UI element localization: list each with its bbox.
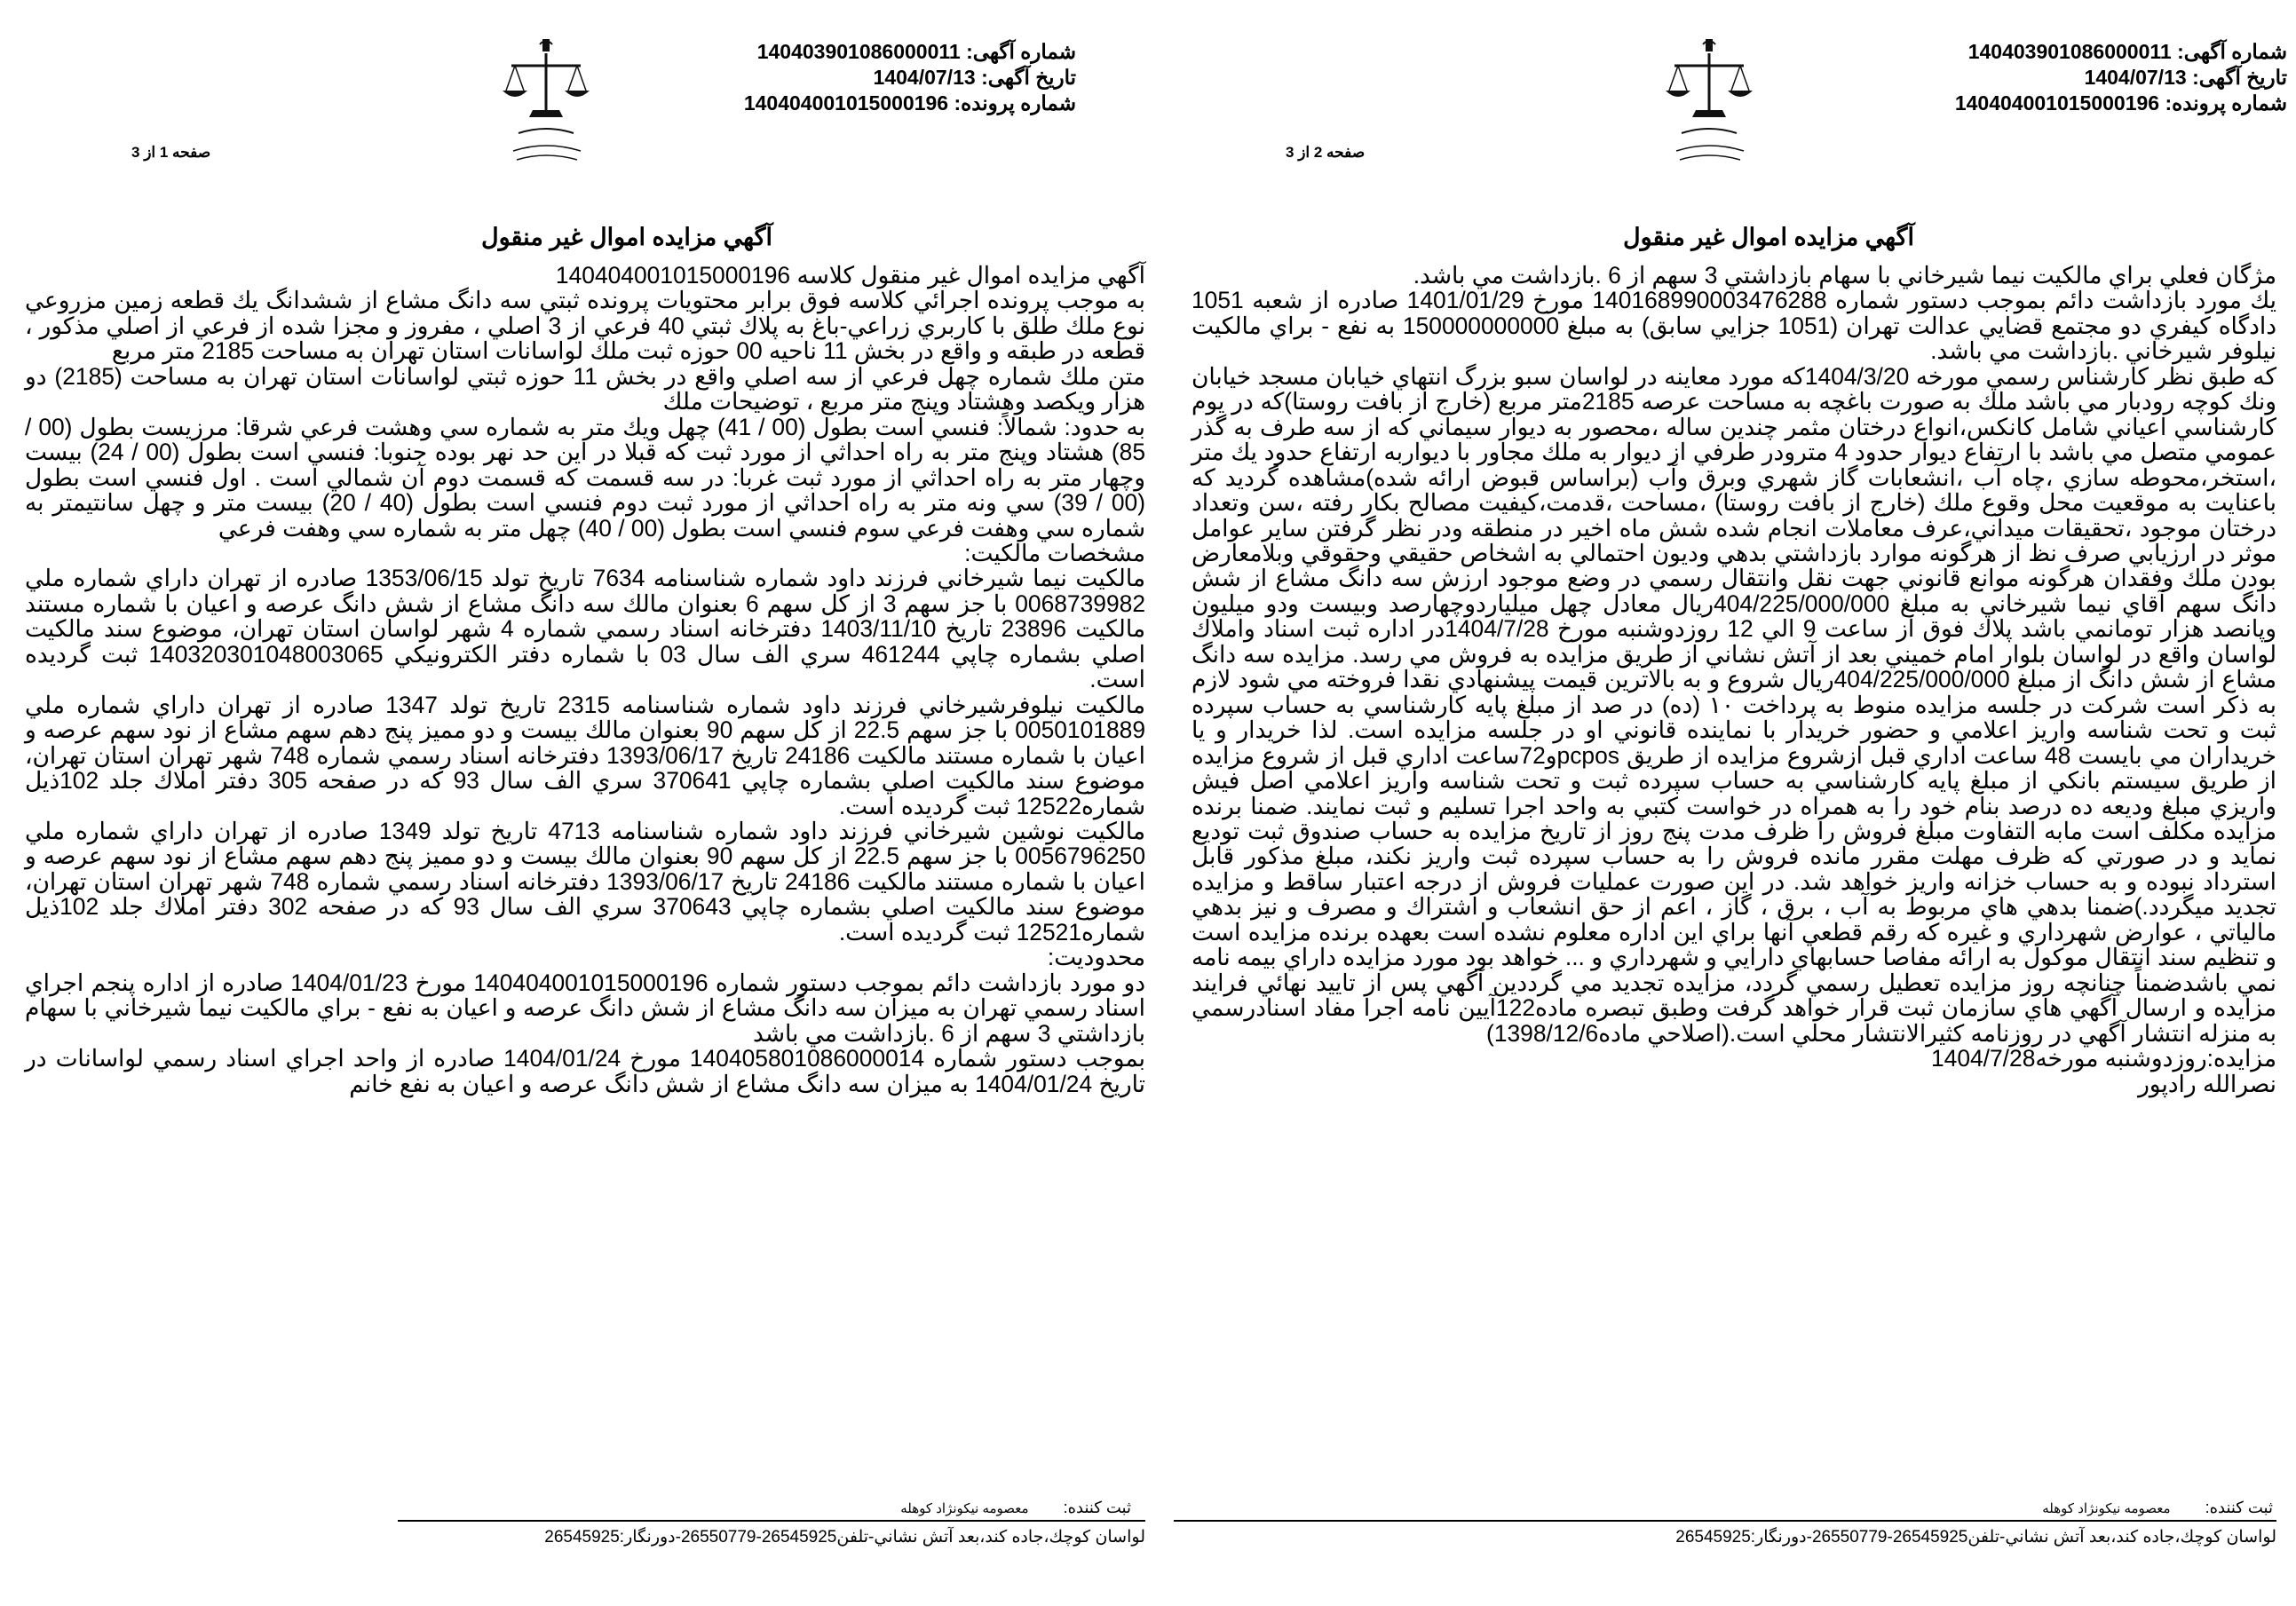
- notice-number: 140403901086000011: [1967, 40, 2172, 63]
- notice-date: 1404/07/13: [873, 66, 976, 89]
- notice-body: [25, 263, 1145, 1096]
- body-paragraph: به موجب پرونده اجرائي كلاسه فوق برابر محتويات پرونده ثبتي سه دانگ مشاع از ششدانگ يك قطعه زمين مزروعي نوع ملك طلق با كاربري زراعي-باغ به پلاك ثبتي 40 فرعي از 3 اصلي ، مفروز و مجزا شده از فرعي از اصلي مذكور ، قطعه در طبقه و واقع در بخش 11 ناحيه 00 حوزه ثبت ملك لواسانات استان تهران به مساحت 2185 متر مربع: [25, 287, 1145, 365]
- notice-number-label: شماره آگهی:: [2177, 40, 2287, 63]
- page-2: [1154, 0, 2296, 1606]
- file-number: 140404001015000196: [1954, 91, 2160, 115]
- notice-number-label: شماره آگهی:: [966, 40, 1076, 63]
- office-address-footer: لواسان كوچك،جاده كند،بعد آتش نشاني-تلفن26545925-26550779-دورنگار:26545925: [1675, 1528, 2276, 1547]
- notice-title: آگهي مزايده اموال غير منقول: [1622, 224, 1914, 250]
- page-number: صفحه 1 از 3: [131, 144, 211, 161]
- divider: [1174, 1520, 2276, 1522]
- notice-meta: [744, 39, 1076, 116]
- registrar-name: معصومه نيكونژاد كوهله: [900, 1501, 1029, 1516]
- registrar-name: معصومه نيكونژاد كوهله: [2042, 1501, 2171, 1516]
- office-address-footer: لواسان كوچك،جاده كند،بعد آتش نشاني-تلفن26545925-26550779-دورنگار:26545925: [544, 1528, 1145, 1547]
- body-paragraph: مالكيت نوشين شيرخاني فرزند داود شماره شناسنامه 4713 تاريخ تولد 1349 صادره از تهران داراي شماره ملي 0056796250 با جز سهم 22.5 از كل سهم 90 بعنوان مالك بيست و دو مميز پنج دهم سهم مشاع از نود سهم عرصه و اعيان با شماره مستند مالكيت 24186 تاريخ 1393/06/17 دفترخانه اسناد رسمي شماره 748 شهر تهران استان تهران، موضوع سند مالكيت اصلي بشماره چاپي 370643 سري الف سال 93 كه در صفحه 302 دفتر املاك جلد 102ذيل شماره12521 ثبت گرديده است.: [25, 817, 1146, 945]
- body-paragraph: به حدود: شمالاً: فنسي است بطول (00 / 41) چهل ويك متر به شماره سي وهشت فرعي شرقا: مرزيست بطول (00 / 85) هشتاد وپنج متر به راه احداثي از مورد ثبت كه قبلا در اين حد نهر بوده جنوبا: فنسي است بطول (00 / 24) بيست وچهار متر به راه احداثي از مورد ثبت غربا: در سه قسمت كه قسمت دوم آن شمالي است . اول فنسي است بطول (00 / 39) سي ونه متر به راه احداثي از مورد ثبت دوم فنسي است بطول (40 / 20) بيست متر و چهل سانتيمتر به شماره سي وهفت فرعي سوم فنسي است بطول (00 / 40) چهل متر به شماره سي وهفت فرعي: [25, 413, 1146, 542]
- notice-date: 1404/07/13: [2084, 66, 2187, 89]
- judiciary-emblem-icon: [497, 36, 595, 169]
- file-number: 140404001015000196: [743, 91, 949, 115]
- section-heading: مشخصات مالكيت:: [964, 539, 1145, 566]
- body-paragraph: مژگان فعلي براي مالكيت نيما شيرخاني با سهام بازداشتي 3 سهم از 6 .بازداشت مي باشد.: [1413, 262, 2276, 289]
- page-number: صفحه 2 از 3: [1286, 144, 1366, 161]
- notice-number: 140403901086000011: [756, 40, 961, 63]
- divider: [398, 1520, 1145, 1522]
- notice-date-label: تاریخ آگهی:: [2192, 66, 2287, 89]
- notice-meta: [1955, 39, 2287, 116]
- registrar: [900, 1499, 1131, 1517]
- notice-title: آگهي مزايده اموال غير منقول: [480, 224, 772, 250]
- body-paragraph: آگهي مزايده اموال غير منقول كلاسه 140404001015000196: [555, 262, 1145, 289]
- body-paragraph: يك مورد بازداشت دائم بموجب دستور شماره 140168990003476288 مورخ 1401/01/29 صادره از شعبه 1051 دادگاه كيفري دو مجتمع قضايي عدالت تهران (1051 جزايي سابق) به مبلغ 150000000000 به نفع - براي مالكيت نيلوفر شيرخاني .بازداشت مي باشد.: [1192, 287, 2277, 365]
- body-paragraph: بموجب دستور شماره 140405801086000014 مورخ 1404/01/24 صادره از واحد اجراي اسناد رسمي لواسانات در تاريخ 1404/01/24 به ميزان سه دانگ مشاع از شش دانگ عرصه و اعيان به نفع خانم: [25, 1045, 1145, 1097]
- judiciary-emblem-icon: [1660, 36, 1758, 169]
- body-paragraph: متن ملك شماره چهل فرعي از سه اصلي واقع در بخش 11 حوزه ثبتي لواسانات استان تهران به مساحت (2185) دو هزار ويكصد وهشتاد وپنج متر مربع ، توضيحات ملك: [25, 362, 1145, 415]
- file-number-label: شماره پرونده:: [2165, 91, 2287, 115]
- notice-body: [1192, 263, 2276, 1096]
- body-paragraph: مالكيت نيلوفرشيرخاني فرزند داود شماره شناسنامه 2315 تاريخ تولد 1347 صادره از تهران داراي شماره ملي 0050101889 با جز سهم 22.5 از كل سهم 90 بعنوان مالك بيست و دو مميز پنج دهم سهم مشاع از نود سهم عرصه و اعيان با شماره مستند مالكيت 24186 تاريخ 1393/06/17 دفترخانه اسناد رسمي شماره 748 شهر تهران استان تهران، موضوع سند مالكيت اصلي بشماره چاپي 370641 سري الف سال 93 كه در صفحه 305 دفتر املاك جلد 102ذيل شماره12522 ثبت گرديده است.: [25, 691, 1146, 819]
- registrar: [2042, 1499, 2273, 1517]
- body-paragraph: دو مورد بازداشت دائم بموجب دستور شماره 140404001015000196 مورخ 1404/01/23 صادره از اداره پنجم اجراي اسناد رسمي تهران به ميزان سه دانگ مشاع از شش دانگ عرصه و اعيان به نفع - براي مالكيت نيما شيرخاني با سهام بازداشتي 3 سهم از 6 .بازداشت مي باشد: [25, 969, 1145, 1047]
- page-header: [0, 0, 1154, 222]
- file-number-label: شماره پرونده:: [954, 91, 1076, 115]
- section-heading: محدوديت:: [1047, 944, 1145, 971]
- body-paragraph: كه طبق نظر كارشناس رسمي مورخه 1404/3/20كه مورد معاينه در لواسان سبو بزرگ انتهاي خيابان مسجد خيابان ونك كوچه رودبار مي باشد ملك به صورت باغچه به مساحت عرصه 2185متر مربع (خارج از بافت روستا)كه در يوم كارشناسي اعياني شامل كانكس،انواع درختان مثمر چندين ساله ،محصور به ديوار سيماني كه از سه طرف به گذر عمومي متصل مي باشد با ارتفاع ديوار حدود 4 مترودر طرفي از ديوار به ملك مجاور با ديواربه ارتفاع حدود يك متر ،استخر،محوطه سازي ،چاه آب ،انشعابات گاز شهري وبرق وآب (براساس قبوض ارائه شده)مشاهده گرديد كه باعنايت به موقعيت محل وقوع ملك (خارج از بافت روستا) ،مساحت ،قدمت،كيفيت مصالح بكار رفته ،سن وتعداد درختان موجود ،تحقيقات ميداني،عرف معاملات انجام شده شش ماه اخير در منطقه ودر نظر گرفتن ساير عوامل موثر در ارزيابي صرف نظ از هرگونه موارد بازداشتي بدهي وديون احتمالي به اشخاص حقيقي وحقوقي وبلامعارض بودن ملك وفقدان هرگونه موانع قانوني جهت نقل وانتقال رسمي در وضع موجود ارزش سه دانگ مشاع از شش دانگ سهم آقاي نيما شيرخاني به مبلغ 404/225/000/000ريال معادل چهل ميلياردوچهارصد وبيست ودو ميليون وپانصد هزار تومانمي باشد پلاك فوق از ساعت 9 الي 12 روزدوشنبه مورخ 1404/7/28در اداره ثبت اسناد واملاك لواسان واقع در لواسان بلوار امام خميني بعد از آتش نشاني از طريق مزايده به فروش مي رسد. مزايده سه دانگ مشاع از شش دانگ از مبلغ 404/225/000/000ريال شروع و به بالاترين قيمت پيشنهادي نقدا فروخته مي شود لازم به ذكر است شركت در جلسه مزايده منوط به پرداخت ۱۰ (ده) در صد از مبلغ پايه كارشناسي به حساب سپرده ثبت و تحت شناسه واريز اعلامي و حضور خريدار با نماينده قانوني او در جلسه مزايده است. لذا خريدار و يا خريداران مي بايست 48 ساعت اداري قبل ازشروع مزايده از طريق pcposو72ساعت اداري قبل از شروع مزايده از طريق سيستم بانكي از مبلغ پايه كارشناسي به حساب سپرده ثبت و تحت شناسه واريز اعلامي اصل فيش واريزي مبلغ وديعه ده درصد بنام خود را به همراه در خواست كتبي به واحد اجرا تسليم و ثبت نمايند. ضمنا برنده مزايده مكلف است مابه التفاوت مبلغ فروش را ظرف مدت پنج روز از تاريخ مزايده به حساب صندوق ثبت توديع نمايد و در صورتي كه ظرف مهلت مقرر مانده فروش را به حساب سپرده ثبت واريز نكند، مبلغ مذكور قابل استرداد نبوده و به حساب خزانه واريز خواهد شد. در اين صورت عمليات فروش از درجه اعتبار ساقط و مزايده تجديد ميگردد.)ضمنا بدهي هاي مربوط به آب ، برق ، گاز ، اعم از حق انشعاب و اشتراك و مصرف و نيز بدهي مالياتي ، عوارض شهرداري و غيره كه رقم قطعي آنها براي اين اداره معلوم نشده است بعهده برنده مزايده است و تنظيم سند انتقال موكول به ارائه مفاصا حسابهاي دارايي و شهرداري و ... خواهد بود مورد مزايده داراي بيمه نامه نمي باشدضمناً چنانچه روز مزايده تعطيل رسمي گردد، مزايده تجديد مي گرددين آگهي پس از تاييد نهائي فرايند مزايده و ارسال آگهي هاي سازمان ثبت قرار خواهد گرفت وطبق تبصره ماده122آيين نامه اجرا مفاد اسنادرسمي به منزله انتشار آگهي در روزنامه كثيرالانتشار محلي است.(اصلاحي ماده1398/12/6): [1192, 362, 2277, 1047]
- auction-date-line: مزايده:روزدوشنبه مورخه1404/7/28: [1930, 1045, 2276, 1072]
- registrar-label: ثبت كننده:: [1063, 1499, 1131, 1516]
- registrar-label: ثبت كننده:: [2205, 1499, 2273, 1516]
- signatory-name: نصرالله رادپور: [2138, 1070, 2276, 1097]
- notice-date-label: تاریخ آگهی:: [981, 66, 1076, 89]
- page-header: [1154, 0, 2296, 222]
- body-paragraph: مالكيت نيما شيرخاني فرزند داود شماره شناسنامه 7634 تاريخ تولد 1353/06/15 صادره از تهران داراي شماره ملي 0068739982 با جز سهم 3 از كل سهم 6 بعنوان مالك سه دانگ مشاع از شش دانگ عرصه و اعيان با شماره مستند مالكيت 23896 تاريخ 1403/11/10 دفترخانه اسناد رسمي شماره 4 شهر لواسان استان تهران، موضوع سند مالكيت اصلي بشماره چاپي 461244 سري الف سال 03 با شماره دفتر الكترونيكي 140320301048003065 ثبت گرديده است.: [25, 565, 1145, 693]
